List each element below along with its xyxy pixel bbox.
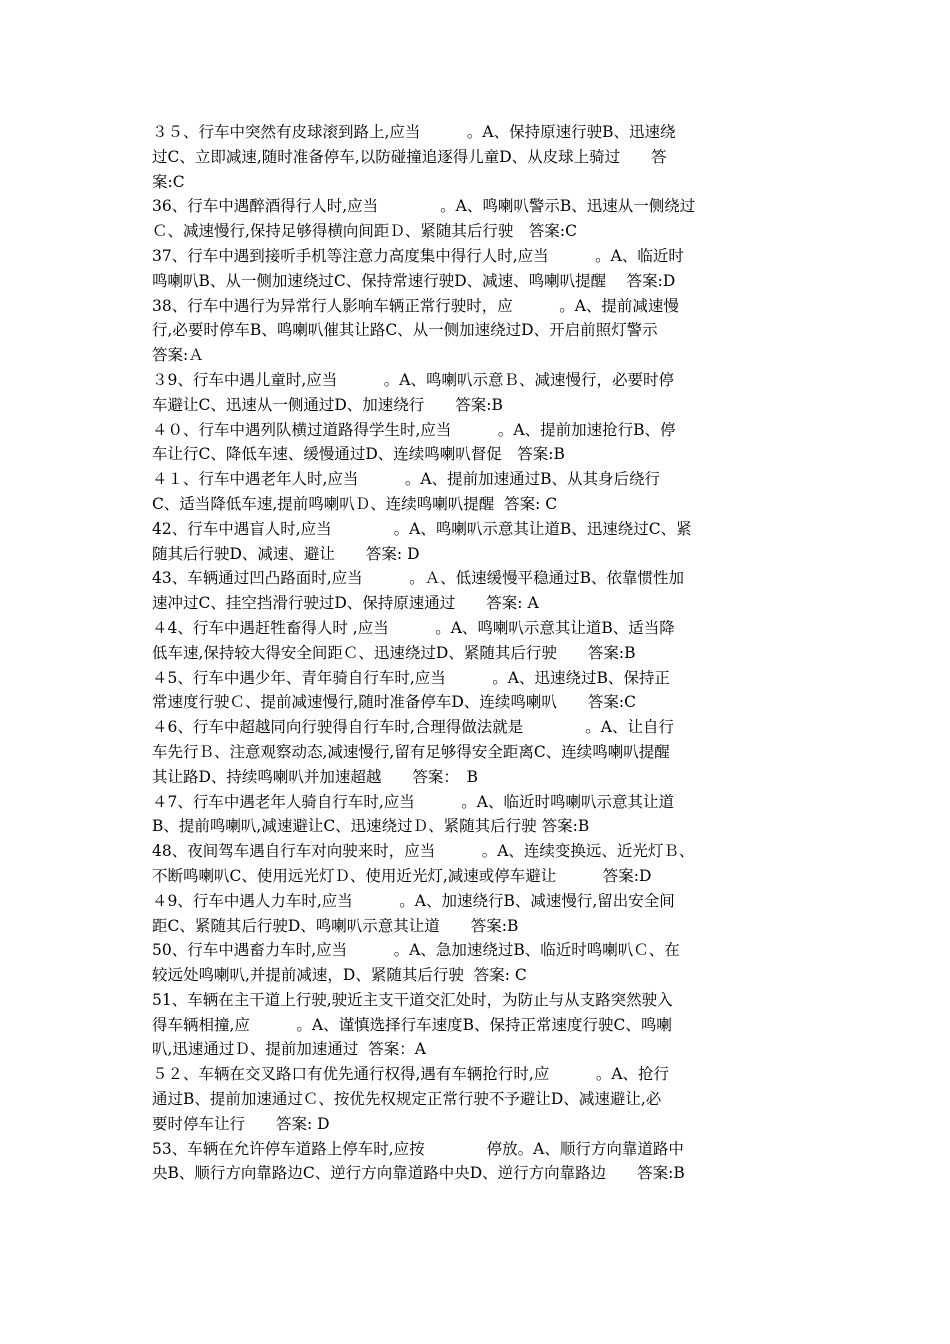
text-line: ４6、行车中超越同向行驶得自行车时,合理得做法就是 。A、让自行 [152, 718, 674, 737]
text-line: ４4、行车中遇赶牲畜得人时 ,应当 。A、鸣喇叭示意其让道B、适当降 [152, 618, 675, 637]
text-line: 38、行车中遇行为异常行人影响车辆正常行驶时，应 。A、提前减速慢 [152, 296, 679, 315]
text-line: 37、行车中遇到接听手机等注意力高度集中得行人时,应当 。A、临近时 [152, 246, 684, 265]
text-line: ４０、行车中遇列队横过道路得学生时,应当 。A、提前加速抢行B、停 [152, 420, 676, 439]
text-line: B、提前鸣喇叭,减速避让C、迅速绕过Ｄ、紧随其后行驶 答案:B [152, 817, 590, 836]
text-line: 通过B、提前加速通过Ｃ、按优先权规定正常行驶不予避让D、减速避让,必 [152, 1090, 662, 1109]
text-line: 车让行C、降低车速、缓慢通过D、连续鸣喇叭督促 答案:B [152, 445, 565, 464]
text-line: 51、车辆在主干道上行驶,驶近主支干道交汇处时，为防止与从支路突然驶入 [152, 990, 673, 1009]
text-line: 行,必要时停车B、鸣喇叭催其让路C、从一侧加速绕过D、开启前照灯警示 [152, 321, 658, 340]
text-line: 50、行车中遇畜力车时,应当 。A、急加速绕过B、临近时鸣喇叭Ｃ、在 [152, 941, 680, 960]
text-line: 随其后行驶D、减速、避让 答案: D [152, 544, 420, 563]
text-line: 48、夜间驾车遇自行车对向驶来时，应当 。A、连续变换远、近光灯Ｂ、 [152, 842, 695, 861]
text-line: ４7、行车中遇老年人骑自行车时,应当 。A、临近时鸣喇叭示意其让道 [152, 792, 674, 811]
text-line: Ｃ、减速慢行,保持足够得横向间距Ｄ、紧随其后行驶 答案:C [152, 222, 578, 241]
text-line: ３9、行车中遇儿童时,应当 。A、鸣喇叭示意Ｂ、减速慢行，必要时停 [152, 370, 674, 389]
text-line: 得车辆相撞,应 。A、谨慎选择行车速度B、保持正常速度行驶C、鸣喇 [152, 1015, 672, 1034]
text-line: ４１、行车中遇老年人时,应当 。A、提前加速通过B、从其身后绕行 [152, 470, 661, 489]
text-line: ３５、行车中突然有皮球滚到路上,应当 。A、保持原速行驶B、迅速绕 [152, 123, 676, 141]
document-page [152, 120, 802, 1186]
text-line: 低车速,保持较大得安全间距Ｃ、迅速绕过D、紧随其后行驶 答案:B [152, 643, 636, 662]
text-line: 42、行车中遇盲人时,应当 。A、鸣喇叭示意其让道B、迅速绕过C、紧 [152, 519, 692, 538]
text-line: 不断鸣喇叭C、使用远光灯Ｄ、使用近光灯,减速或停车避让 答案:D [152, 866, 652, 885]
text-line: 36、行车中遇醉酒得行人时,应当 。A、鸣喇叭警示B、迅速从一侧绕过 [152, 197, 696, 216]
text-line: 叭,迅速通过Ｄ、提前加速通过 答案：A [152, 1040, 426, 1059]
text-line: 速冲过C、挂空挡滑行驶过D、保持原速通过 答案: A [152, 594, 539, 613]
text-line: 鸣喇叭B、从一侧加速绕过C、保持常速行驶D、减速、鸣喇叭提醒 答案:D [152, 271, 676, 290]
text-line: 央B、顺行方向靠路边C、逆行方向靠道路中央D、逆行方向靠路边 答案:B [152, 1164, 685, 1183]
text-line: ４9、行车中遇人力车时,应当 。A、加速绕行B、减速慢行,留出安全间 [152, 891, 675, 910]
text-line: 要时停车让行 答案: D [152, 1114, 330, 1133]
text-line: 较远处鸣喇叭,并提前减速，D、紧随其后行驶 答案: C [152, 966, 527, 985]
text-line: 车先行Ｂ、注意观察动态,减速慢行,留有足够得安全距离C、连续鸣喇叭提醒 [152, 742, 670, 761]
text-line: ４5、行车中遇少年、青年骑自行车时,应当 。A、迅速绕过B、保持正 [152, 668, 670, 687]
text-line: 过C、立即减速,随时准备停车,以防碰撞追逐得儿童D、从皮球上骑过 答 [152, 147, 667, 166]
text-line: 案:C [152, 172, 185, 191]
text-line: 53、车辆在允许停车道路上停车时,应按 停放。A、顺行方向靠道路中 [152, 1139, 684, 1158]
text-line: 距C、紧随其后行驶D、鸣喇叭示意其让道 答案:B [152, 916, 519, 935]
text-line: 43、车辆通过凹凸路面时,应当 。Ａ、低速缓慢平稳通过B、依靠惯性加 [152, 569, 685, 588]
text-line: 常速度行驶Ｃ、提前减速慢行,随时准备停车D、连续鸣喇叭 答案:C [152, 693, 636, 712]
text-line: 答案:Ａ [152, 346, 204, 365]
text-line: C、适当降低车速,提前鸣喇叭Ｄ、连续鸣喇叭提醒 答案: C [152, 494, 558, 513]
text-line: 其让路D、持续鸣喇叭并加速超越 答案： B [152, 767, 479, 786]
text-line: ５２、车辆在交叉路口有优先通行权得,遇有车辆抢行时,应 。A、抢行 [152, 1065, 670, 1084]
text-line: 车避让C、迅速从一侧通过D、加速绕行 答案:B [152, 395, 503, 414]
